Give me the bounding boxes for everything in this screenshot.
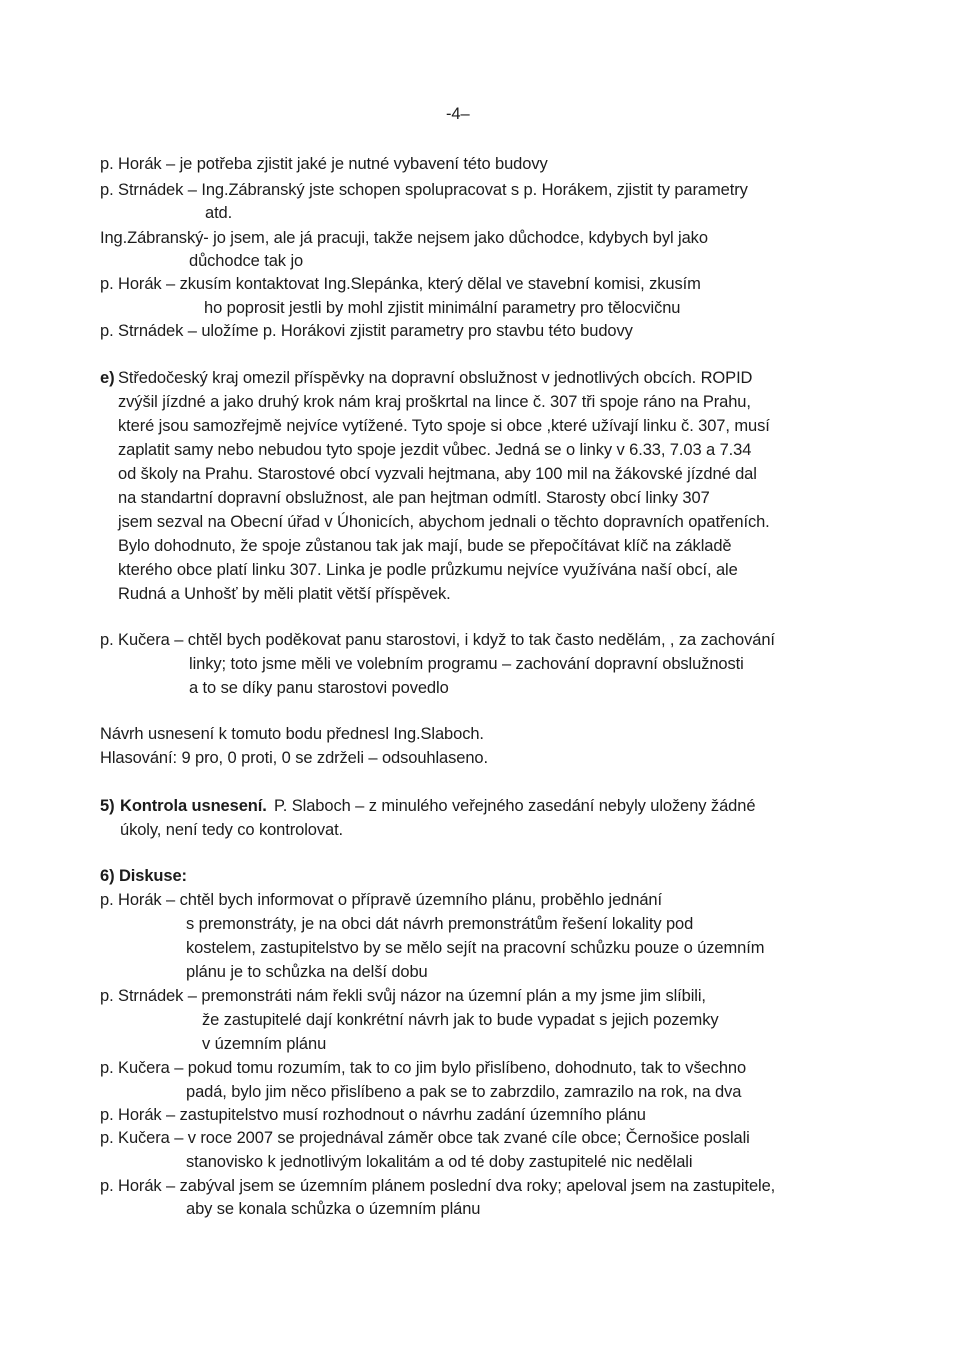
text-line: aby se konala schůzka o územním plánu [186, 1200, 481, 1218]
text-line: ho poprosit jestli by mohl zjistit minimální parametry pro tělocvičnu [204, 299, 681, 317]
text-line: plánu je to schůzka na delší dobu [186, 963, 428, 981]
text-line: linky; toto jsme měli ve volebním programu – zachování dopravní obslužnosti [189, 655, 744, 673]
text-line: na standartní dopravní obslužnost, ale pan hejtman odmítl. Starosty obcí linky 307 [118, 489, 710, 507]
text-line: Středočeský kraj omezil příspěvky na dopravní obslužnost v jednotlivých obcích. ROPID [118, 369, 753, 387]
text-line: od školy na Prahu. Starostové obcí vyzvali hejtmana, aby 100 mil na žákovské jízdné dal [118, 465, 757, 483]
text-line: p. Horák – je potřeba zjistit jaké je nutné vybavení této budovy [100, 155, 548, 173]
section-title-5: Kontrola usnesení. [120, 797, 267, 815]
text-line: Návrh usnesení k tomuto bodu přednesl Ing.Slaboch. [100, 725, 484, 743]
text-line: Rudná a Unhošť by měli platit větší příspěvek. [118, 585, 451, 603]
text-line: p. Kučera – chtěl bych poděkovat panu starostovi, i když to tak často nedělám, , za zachování [100, 631, 775, 649]
text-line: jsem sezval na Obecní úřad v Úhonicích, abychom jednali o těchto dopravních opatřeních. [118, 513, 770, 531]
text-line: p. Horák – zabýval jsem se územním plánem poslední dva roky; apeloval jsem na zastupitele, [100, 1177, 776, 1195]
text-line: zvýšil jízdné a jako druhý krok nám kraj proškrtal na lince č. 307 tři spoje ráno na Prahu, [118, 393, 751, 411]
text-line: p. Horák – zastupitelstvo musí rozhodnout o návrhu zadání územního plánu [100, 1106, 646, 1124]
text-line: p. Strnádek – uložíme p. Horákovi zjistit parametry pro stavbu této budovy [100, 322, 633, 340]
text-line: Hlasování: 9 pro, 0 proti, 0 se zdrželi – odsouhlaseno. [100, 749, 488, 767]
text-line: v územním plánu [202, 1035, 327, 1053]
text-line: p. Strnádek – Ing.Zábranský jste schopen spolupracovat s p. Horákem, zjistit ty parametry [100, 181, 748, 199]
text-line: Bylo dohodnuto, že spoje zůstanou tak jak mají, bude se přepočítávat klíč na základě [118, 537, 732, 555]
text-line: s premonstráty, je na obci dát návrh premonstrátům řešení lokality pod [186, 915, 694, 933]
text-line: úkoly, není tedy co kontrolovat. [120, 821, 344, 839]
section-label-e: e) [100, 369, 115, 387]
text-line: p. Strnádek – premonstráti nám řekli svůj názor na územní plán a my jsme jim slíbili, [100, 987, 706, 1005]
text-line: p. Horák – chtěl bych informovat o přípravě územního plánu, proběhlo jednání [100, 891, 662, 909]
section-title-6: 6) Diskuse: [100, 867, 187, 885]
text-line: atd. [205, 204, 233, 222]
text-line: které jsou samozřejmě nejvíce vytížené. Tyto spoje si obce ,které užívají linku č. 307, musí [118, 417, 770, 435]
text-line: p. Horák – zkusím kontaktovat Ing.Slepánka, který dělal ve stavební komisi, zkusím [100, 275, 701, 293]
text-line: kterého obce platí linku 307. Linka je podle průzkumu nejvíce využívána naší obcí, ale [118, 561, 738, 579]
section-label-5: 5) [100, 797, 115, 815]
text-line: stanovisko k jednotlivým lokalitám a od té doby zastupitelé nic nedělali [186, 1153, 693, 1171]
text-line: a to se díky panu starostovi povedlo [189, 679, 449, 697]
text-line: padá, bylo jim něco přislíbeno a pak se to zabrzdilo, zamrazilo na rok, na dva [186, 1083, 742, 1101]
text-line: zaplatit samy nebo nebudou tyto spoje jezdit vůbec. Jedná se o linky v 6.33, 7.03 a 7.34 [118, 441, 752, 459]
text-line: že zastupitelé dají konkrétní návrh jak to bude vypadat s jejich pozemky [202, 1011, 719, 1029]
page-number: -4– [446, 105, 470, 123]
text-line: Ing.Zábranský- jo jsem, ale já pracuji, takže nejsem jako důchodce, kdybych byl jako [100, 229, 708, 247]
text-line: důchodce tak jo [189, 252, 304, 270]
text-line: P. Slaboch – z minulého veřejného zasedání nebyly uloženy žádné [274, 797, 756, 815]
text-line: kostelem, zastupitelstvo by se mělo sejít na pracovní schůzku pouze o územním [186, 939, 765, 957]
text-line: p. Kučera – pokud tomu rozumím, tak to co jim bylo přislíbeno, dohodnuto, tak to všechno [100, 1059, 747, 1077]
text-line: p. Kučera – v roce 2007 se projednával záměr obce tak zvané cíle obce; Černošice poslali [100, 1129, 750, 1147]
